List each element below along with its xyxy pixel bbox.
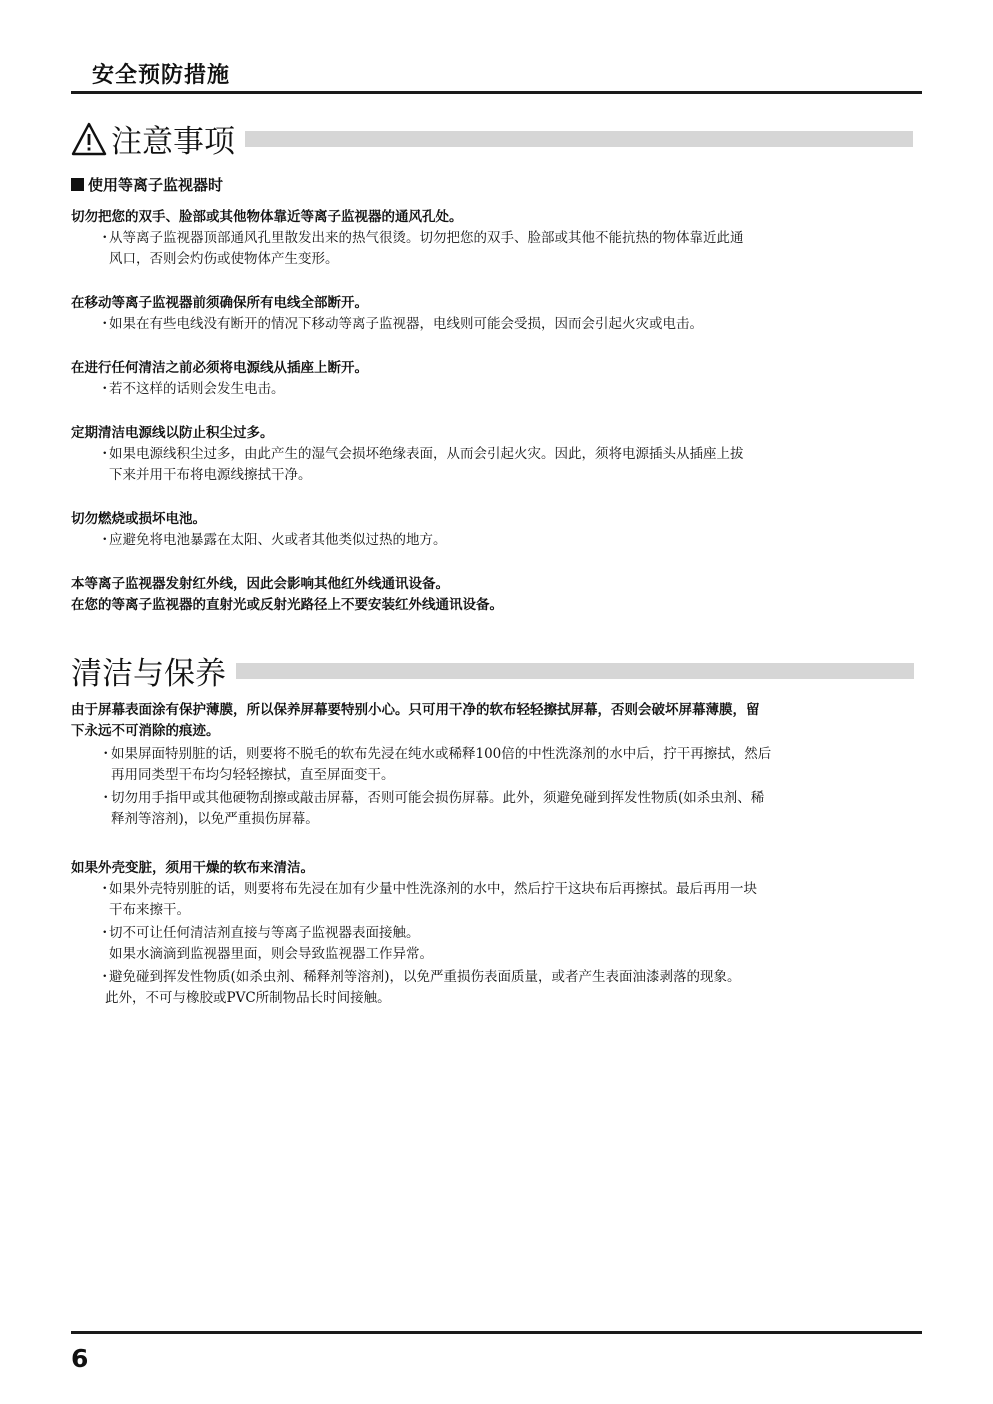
caution-item-title: 切勿把您的双手、脸部或其他物体靠近等离子监视器的通风孔处。 xyxy=(71,209,463,225)
bullet-line: 下来并用干布将电源线擦拭干净。 xyxy=(109,467,312,483)
bullet-line: 应避免将电池暴露在太阳、火或者其他类似过热的地方。 xyxy=(109,532,447,548)
caution-heading xyxy=(71,116,913,161)
caution-item-title: 在移动等离子监视器前须确保所有电线全部断开。 xyxy=(71,295,368,311)
bullet-dot: ・ xyxy=(98,230,112,246)
infrared-line: 本等离子监视器发射红外线，因此会影响其他红外线通讯设备。 xyxy=(71,576,449,592)
caution-item-bullet xyxy=(71,314,922,335)
screen-bullet xyxy=(71,744,922,786)
bullet-line: 从等离子监视器顶部通风孔里散发出来的热气很烫。切勿把您的双手、脸部或其他不能抗热的物体靠近此通 xyxy=(109,230,744,246)
caution-item-title: 在进行任何清洁之前必须将电源线从插座上断开。 xyxy=(71,360,368,376)
header-rule xyxy=(71,91,922,94)
bullet-dot: ・ xyxy=(98,446,112,462)
caution-item-vents xyxy=(71,207,922,270)
bullet-dot: ・ xyxy=(98,925,112,941)
caution-item-move xyxy=(71,293,922,335)
case-bullet xyxy=(71,967,922,1009)
usage-subheading xyxy=(71,174,223,195)
caution-heading-text: 注意事项 xyxy=(111,124,235,160)
case-bullet xyxy=(71,923,922,965)
case-care xyxy=(71,858,922,1009)
cleaning-heading xyxy=(71,648,914,693)
bullet-dot: ・ xyxy=(98,316,112,332)
infrared-note xyxy=(71,574,922,616)
caution-item-dust xyxy=(71,423,922,486)
infrared-line: 在您的等离子监视器的直射光或反射光路径上不要安装红外线通讯设备。 xyxy=(71,597,503,613)
bullet-line: 若不这样的话则会发生电击。 xyxy=(109,381,285,397)
running-title: 安全预防措施 xyxy=(92,63,231,88)
caution-item-bullet xyxy=(71,444,922,486)
bullet-line: 风口，否则会灼伤或使物体产生变形。 xyxy=(109,251,339,267)
bullet-line: 如果在有些电线没有断开的情况下移动等离子监视器，电线则可能会受损，因而会引起火灾或电击。 xyxy=(109,316,703,332)
case-title: 如果外壳变脏，须用干燥的软布来清洁。 xyxy=(71,860,314,876)
bullet-dot: ・ xyxy=(98,881,112,897)
warning-triangle-icon xyxy=(71,121,107,157)
bullet-line: 如果水滴滴到监视器里面，则会导致监视器工作异常。 xyxy=(109,946,433,962)
bullet-line: 干布来擦干。 xyxy=(109,902,190,918)
bullet-line: 避免碰到挥发性物质(如杀虫剂、稀释剂等溶剂)，以免严重损伤表面质量，或者产生表面油漆剥落的现象。 xyxy=(109,969,741,985)
bullet-line: 此外，不可与橡胶或PVC所制物品长时间接触。 xyxy=(105,990,391,1006)
screen-care xyxy=(71,700,922,830)
case-bullet xyxy=(71,879,922,921)
heading-bar xyxy=(236,663,914,679)
caution-item-bullet xyxy=(71,228,922,270)
heading-bar xyxy=(245,131,913,147)
bullet-dot: ・ xyxy=(98,532,112,548)
caution-item-cleaning-power xyxy=(71,358,922,400)
caution-item-bullet xyxy=(71,530,922,551)
bullet-dot: ・ xyxy=(99,790,113,806)
bullet-line: 如果屏面特别脏的话，则要将不脱毛的软布先浸在纯水或稀释100倍的中性洗涤剂的水中后，拧干再擦拭，然后 xyxy=(111,746,772,762)
screen-intro-line: 下永远不可消除的痕迹。 xyxy=(71,723,220,739)
caution-item-title: 切勿燃烧或损坏电池。 xyxy=(71,511,206,527)
bullet-dot: ・ xyxy=(98,381,112,397)
caution-item-bullet xyxy=(71,379,922,400)
caution-item-title: 定期清洁电源线以防止积尘过多。 xyxy=(71,425,274,441)
screen-intro-line: 由于屏幕表面涂有保护薄膜，所以保养屏幕要特别小心。只可用干净的软布轻轻擦拭屏幕，否则会破坏屏幕薄膜，留 xyxy=(71,702,760,718)
bullet-line: 如果外壳特别脏的话，则要将布先浸在加有少量中性洗涤剂的水中，然后拧干这块布后再擦拭。最后再用一块 xyxy=(109,881,757,897)
page-number: 6 xyxy=(71,1344,89,1373)
caution-item-battery xyxy=(71,509,922,551)
square-bullet-icon xyxy=(71,178,84,191)
bullet-line: 释剂等溶剂)，以免严重损伤屏幕。 xyxy=(111,811,319,827)
screen-bullet xyxy=(71,788,922,830)
usage-subheading-text: 使用等离子监视器时 xyxy=(88,176,224,194)
bullet-line: 切不可让任何清洁剂直接与等离子监视器表面接触。 xyxy=(109,925,420,941)
bullet-line: 切勿用手指甲或其他硬物刮擦或敲击屏幕，否则可能会损伤屏幕。此外，须避免碰到挥发性物质(如杀虫剂、稀 xyxy=(111,790,765,806)
bullet-dot: ・ xyxy=(98,969,112,985)
bullet-line: 再用同类型干布均匀轻轻擦拭，直至屏面变干。 xyxy=(111,767,395,783)
footer-rule xyxy=(71,1331,922,1334)
bullet-dot: ・ xyxy=(99,746,113,762)
bullet-line: 如果电源线积尘过多，由此产生的湿气会损坏绝缘表面，从而会引起火灾。因此，须将电源插头从插座上拔 xyxy=(109,446,744,462)
cleaning-heading-text: 清洁与保养 xyxy=(71,656,226,692)
